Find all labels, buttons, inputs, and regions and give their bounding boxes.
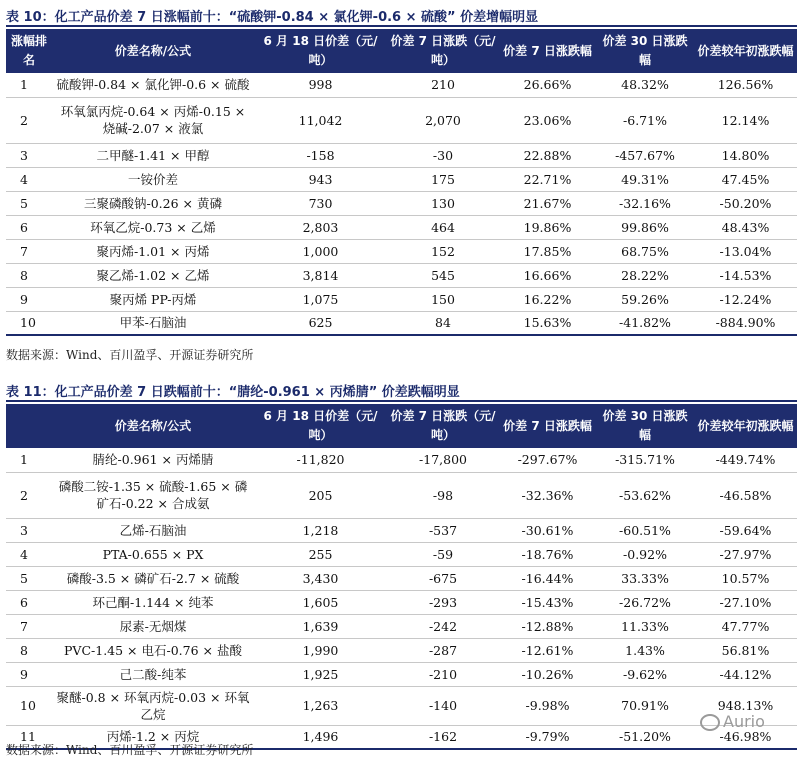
table10-header-cell: 价差较年初涨跌幅 [694,29,797,73]
table11-header-cell [6,404,52,448]
table10-header [6,29,797,73]
table10-value-cell: 1,000 [254,239,387,263]
table11-value-cell: -315.71% [596,448,694,472]
table11-value-cell: -9.62% [596,662,694,686]
table10-value-cell: 16.22% [499,287,596,311]
table11-value-cell: -26.72% [596,590,694,614]
table11-name-cell: 腈纶-0.961 × 丙烯腈 [52,448,254,472]
table11-row [6,518,797,542]
table11-caption: 表 11：化工产品价差 7 日跌幅前十：“腈纶-0.961 × 丙烯腈” 价差跌幅明显 [6,385,460,400]
table10-value-cell: 2,803 [254,215,387,239]
table11-value-cell: -32.36% [499,472,596,518]
table11-value-cell: -27.97% [694,542,797,566]
table11-value-cell: 255 [254,542,387,566]
table10-row [6,97,797,143]
table10-value-cell: 545 [387,263,499,287]
table11-row [6,566,797,590]
table10-header-row [6,29,797,73]
table10-name-cell: 聚丙烯-1.01 × 丙烯 [52,239,254,263]
table11-value-cell: -537 [387,518,499,542]
table11-rank-cell: 2 [6,472,52,518]
table10-row [6,143,797,167]
table10-rank-cell: 10 [6,311,52,335]
table11-name-cell: 尿素-无烟煤 [52,614,254,638]
table11-value-cell: 70.91% [596,686,694,725]
table11-rank-cell: 5 [6,566,52,590]
table10-value-cell: 22.88% [499,143,596,167]
table10-header-cell: 涨幅排名 [6,29,52,73]
table10-value-cell: -12.24% [694,287,797,311]
table11-source: 数据来源：Wind、百川盈孚、开源证券研究所 [6,743,254,757]
table10-value-cell: 26.66% [499,73,596,97]
table11-value-cell: -51.20% [596,725,694,749]
table11-name-cell: 环己酮-1.144 × 纯苯 [52,590,254,614]
table11-value-cell: 1,639 [254,614,387,638]
table10-value-cell: -457.67% [596,143,694,167]
table10-value-cell: -30 [387,143,499,167]
table10-row [6,311,797,335]
table11-value-cell: -30.61% [499,518,596,542]
table10-value-cell: -6.71% [596,97,694,143]
table10-value-cell: 130 [387,191,499,215]
table10-row [6,263,797,287]
table11-value-cell: 1,218 [254,518,387,542]
table10-value-cell: -41.82% [596,311,694,335]
table11-value-cell: -9.98% [499,686,596,725]
table10-value-cell: -14.53% [694,263,797,287]
table11-value-cell: -11,820 [254,448,387,472]
table10-value-cell: -884.90% [694,311,797,335]
table11-name-cell: 聚醚-0.8 × 环氧丙烷-0.03 × 环氧乙烷 [52,686,254,725]
table10-value-cell: 1,075 [254,287,387,311]
table11-name-cell: 己二酸-纯苯 [52,662,254,686]
table11-value-cell: -293 [387,590,499,614]
watermark-text: Aurio [723,712,765,731]
table11-value-cell: -210 [387,662,499,686]
table11-value-cell: 10.57% [694,566,797,590]
table11-header-cell: 价差较年初涨跌幅 [694,404,797,448]
table11-header-cell: 价差 30 日涨跌幅 [596,404,694,448]
table11-value-cell: -140 [387,686,499,725]
table10-rank-cell: 4 [6,167,52,191]
table11-value-cell: -18.76% [499,542,596,566]
table10-row [6,167,797,191]
table10-value-cell: 49.31% [596,167,694,191]
table11-value-cell: -287 [387,638,499,662]
table11-header-cell: 价差名称/公式 [52,404,254,448]
table11-value-cell: 948.13% [694,686,797,725]
table10-rank-cell: 2 [6,97,52,143]
table11-row [6,448,797,472]
table11-rank-cell: 3 [6,518,52,542]
table11-value-cell: 1.43% [596,638,694,662]
table11-name-cell: 丙烯-1.2 × 丙烷 [52,725,254,749]
table11-row [6,542,797,566]
table11-value-cell: 3,430 [254,566,387,590]
table11-value-cell: 1,925 [254,662,387,686]
table10-value-cell: 84 [387,311,499,335]
table10-body [6,73,797,335]
table10-value-cell: -50.20% [694,191,797,215]
table10 [6,29,797,336]
table10-caption: 表 10：化工产品价差 7 日涨幅前十：“硫酸钾-0.84 × 氯化钾-0.6 × 硫酸” 价差增幅明显 [6,10,539,25]
table10-value-cell: 943 [254,167,387,191]
table10-header-cell: 价差 7 日涨跌幅 [499,29,596,73]
table10-value-cell: 48.43% [694,215,797,239]
table10-rank-cell: 1 [6,73,52,97]
table11-body [6,448,797,749]
table11-header [6,404,797,448]
table11-rank-cell: 7 [6,614,52,638]
table11-value-cell: 1,496 [254,725,387,749]
table10-value-cell: 47.45% [694,167,797,191]
table11-value-cell: 11.33% [596,614,694,638]
table11-rank-cell: 11 [6,725,52,749]
table10-name-cell: 三聚磷酸钠-0.26 × 黄磷 [52,191,254,215]
table10-value-cell: 175 [387,167,499,191]
table10-value-cell: 730 [254,191,387,215]
table11-value-cell: -162 [387,725,499,749]
table11-value-cell: -9.79% [499,725,596,749]
table11-value-cell: -59 [387,542,499,566]
table10-value-cell: 998 [254,73,387,97]
table11-value-cell: -27.10% [694,590,797,614]
table11-rank-cell: 6 [6,590,52,614]
table11-value-cell: 205 [254,472,387,518]
table11-header-cell: 价差 7 日涨跌（元/吨） [387,404,499,448]
table11-value-cell: -0.92% [596,542,694,566]
table10-header-cell: 价差 7 日涨跌（元/吨） [387,29,499,73]
table10-value-cell: 150 [387,287,499,311]
table11-rank-cell: 4 [6,542,52,566]
table11-name-cell: 磷酸二铵-1.35 × 硫酸-1.65 × 磷矿石-0.22 × 合成氨 [52,472,254,518]
table11-value-cell: 33.33% [596,566,694,590]
table10-value-cell: 23.06% [499,97,596,143]
table10-rank-cell: 8 [6,263,52,287]
table11-value-cell: -297.67% [499,448,596,472]
table10-value-cell: 16.66% [499,263,596,287]
table10-value-cell: 48.32% [596,73,694,97]
table10-header-cell: 6 月 18 日价差（元/吨） [254,29,387,73]
table10-value-cell: 126.56% [694,73,797,97]
table11-name-cell: PTA-0.655 × PX [52,542,254,566]
table11-value-cell: -98 [387,472,499,518]
table11-name-cell: 乙烯-石脑油 [52,518,254,542]
table10-value-cell: 12.14% [694,97,797,143]
table11-row [6,662,797,686]
table10-name-cell: 聚丙烯 PP-丙烯 [52,287,254,311]
table11-name-cell: PVC-1.45 × 电石-0.76 × 盐酸 [52,638,254,662]
table10-value-cell: 210 [387,73,499,97]
table11-value-cell: 1,990 [254,638,387,662]
table10-name-cell: 环氧乙烷-0.73 × 乙烯 [52,215,254,239]
table10-name-cell: 二甲醚-1.41 × 甲醇 [52,143,254,167]
table10-header-cell: 价差 30 日涨跌幅 [596,29,694,73]
table10-name-cell: 聚乙烯-1.02 × 乙烯 [52,263,254,287]
table11-value-cell: -17,800 [387,448,499,472]
table10-value-cell: -13.04% [694,239,797,263]
table10-value-cell: 14.80% [694,143,797,167]
table10-top-rule [6,25,797,27]
table10-value-cell: 464 [387,215,499,239]
table10-row [6,287,797,311]
table11-rank-cell: 8 [6,638,52,662]
table10-value-cell: 21.67% [499,191,596,215]
table10-name-cell: 一铵价差 [52,167,254,191]
table10-name-cell: 环氧氯丙烷-0.64 × 丙烯-0.15 × 烧碱-2.07 × 液氯 [52,97,254,143]
table10-value-cell: 625 [254,311,387,335]
table11-row [6,590,797,614]
table11-value-cell: -242 [387,614,499,638]
table10-value-cell: 19.86% [499,215,596,239]
table10-row [6,73,797,97]
table11-value-cell: 1,605 [254,590,387,614]
table11-value-cell: -12.61% [499,638,596,662]
table10-name-cell: 甲苯-石脑油 [52,311,254,335]
table10-value-cell: -158 [254,143,387,167]
table10-source: 数据来源：Wind、百川盈孚、开源证券研究所 [6,348,254,362]
table11-row [6,472,797,518]
table10-row [6,215,797,239]
table11-value-cell: 56.81% [694,638,797,662]
table11-value-cell: -59.64% [694,518,797,542]
table11-row [6,638,797,662]
table10-rank-cell: 3 [6,143,52,167]
table10-value-cell: 17.85% [499,239,596,263]
table10-name-cell: 硫酸钾-0.84 × 氯化钾-0.6 × 硫酸 [52,73,254,97]
table11-value-cell: -53.62% [596,472,694,518]
table11-value-cell: -15.43% [499,590,596,614]
table11-rank-cell: 1 [6,448,52,472]
table11-value-cell: -12.88% [499,614,596,638]
table11-top-rule [6,400,797,402]
wechat-icon [700,714,720,731]
table10-value-cell: 99.86% [596,215,694,239]
table10-value-cell: 22.71% [499,167,596,191]
table10-value-cell: 59.26% [596,287,694,311]
table11-value-cell: 1,263 [254,686,387,725]
table10-value-cell: 15.63% [499,311,596,335]
table11-header-cell: 价差 7 日涨跌幅 [499,404,596,448]
table10-value-cell: 152 [387,239,499,263]
table10-value-cell: 11,042 [254,97,387,143]
table10-value-cell: 68.75% [596,239,694,263]
table10-rank-cell: 7 [6,239,52,263]
table10-value-cell: 28.22% [596,263,694,287]
table11-rank-cell: 10 [6,686,52,725]
table11-value-cell: -16.44% [499,566,596,590]
table11-name-cell: 磷酸-3.5 × 磷矿石-2.7 × 硫酸 [52,566,254,590]
table11-value-cell: 47.77% [694,614,797,638]
table10-rank-cell: 6 [6,215,52,239]
table11-header-row [6,404,797,448]
table11-value-cell: -10.26% [499,662,596,686]
table11-value-cell: -46.98% [694,725,797,749]
watermark [700,712,765,731]
table10-rank-cell: 5 [6,191,52,215]
table10-value-cell: -32.16% [596,191,694,215]
table10-row [6,239,797,263]
table10-header-cell: 价差名称/公式 [52,29,254,73]
table11-value-cell: -46.58% [694,472,797,518]
table11-value-cell: -675 [387,566,499,590]
table11-value-cell: -60.51% [596,518,694,542]
table10-row [6,191,797,215]
table11-rank-cell: 9 [6,662,52,686]
table11-row [6,686,797,725]
table10-value-cell: 2,070 [387,97,499,143]
table11-value-cell: -44.12% [694,662,797,686]
table10-value-cell: 3,814 [254,263,387,287]
table10-rank-cell: 9 [6,287,52,311]
table11-header-cell: 6 月 18 日价差（元/吨） [254,404,387,448]
table11 [6,404,797,750]
table11-value-cell: -449.74% [694,448,797,472]
table11-row [6,614,797,638]
